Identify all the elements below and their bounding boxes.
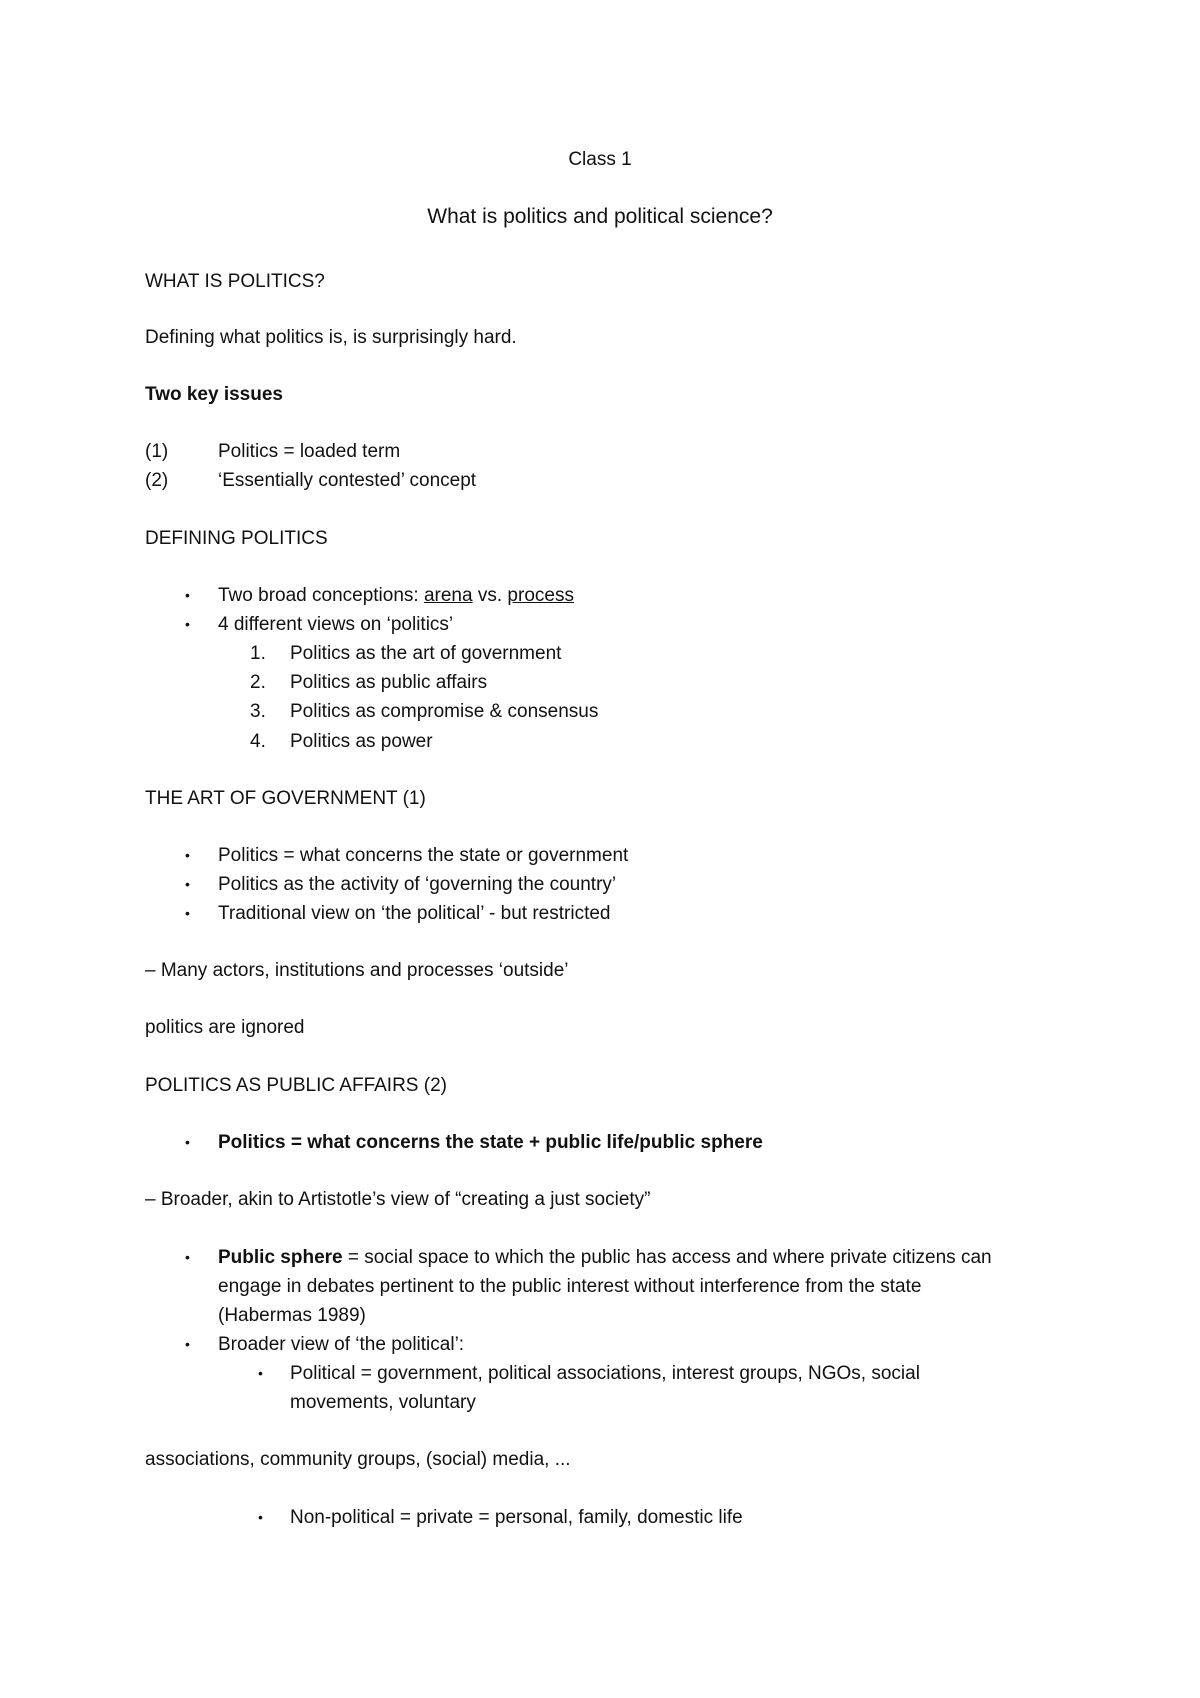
list-text: Politics as compromise & consensus [290,701,599,722]
bullet-item [145,1243,992,1272]
bullet-dot: • [185,1336,190,1352]
bullet-text-prefix: Two broad conceptions: [218,585,424,606]
bullet-text: 4 different views on ‘politics’ [218,614,454,635]
list-number: (2) [145,470,169,491]
bullet-text-continued: (Habermas 1989) [218,1305,366,1326]
list-text: ‘Essentially contested’ concept [218,470,477,491]
list-number: 3. [250,701,266,722]
bullet-item [145,870,616,899]
class-label: Class 1 [568,149,632,170]
bullet-text-continued: engage in debates pertinent to the public interest without interference from the state [218,1276,922,1297]
term-arena: arena [423,585,473,606]
list-number: 2. [250,672,266,693]
bullet-dot: • [258,1509,263,1525]
list-item [145,697,598,726]
continuation-text: associations, community groups, (social) media, ... [145,1449,571,1470]
page-title: What is politics and political science? [427,205,773,228]
section-heading-what-is-politics: WHAT IS POLITICS? [145,271,325,292]
bullet-text: Politics as the activity of ‘governing the country’ [218,874,617,895]
intro-paragraph: Defining what politics is, is surprisingly hard. [145,327,517,348]
section-heading-public-affairs: POLITICS AS PUBLIC AFFAIRS (2) [145,1075,447,1096]
bullet-text-vs: vs. [472,585,508,606]
bullet-dot: • [258,1365,263,1381]
bullet-dot: • [185,1249,190,1265]
sub-bullet-text-continued: movements, voluntary [290,1392,476,1413]
list-text: Politics as public affairs [290,672,488,693]
sub-bullet-text: Political = government, political associations, interest groups, NGOs, social [290,1363,920,1384]
bullet-dot: • [185,847,190,863]
bullet-item [145,1128,763,1157]
section-heading-art-of-government: THE ART OF GOVERNMENT (1) [145,788,426,809]
dash-note: – Broader, akin to Artistotle’s view of “creating a just society” [145,1189,651,1210]
bullet-item [145,899,611,928]
list-item [145,668,487,697]
list-item [145,639,561,668]
bullet-item [145,610,453,639]
bullet-dot: • [185,905,190,921]
section-heading-defining-politics: DEFINING POLITICS [145,528,328,549]
bullet-item [145,1330,464,1359]
bullet-dot: • [185,587,190,603]
bullet-text-bold: Politics = what concerns the state + public life/public sphere [218,1132,763,1153]
bullet-text: Broader view of ‘the political’: [218,1334,465,1355]
term-process: process [507,585,574,606]
list-item [145,466,476,495]
bullet-item [145,841,628,870]
sub-bullet-item [145,1503,743,1532]
list-item [145,727,433,756]
bullet-dot: • [185,1134,190,1150]
sub-bullet-text: Non-political = private = personal, family, domestic life [290,1507,743,1528]
bullet-dot: • [185,876,190,892]
bullet-text: Politics = what concerns the state or government [218,845,629,866]
list-text: Politics as power [290,731,433,752]
list-text: Politics as the art of government [290,643,562,664]
bullet-text: = social space to which the public has access and where private citizens can [342,1247,992,1268]
list-number: (1) [145,441,169,462]
dash-note: – Many actors, institutions and processes ‘outside’ [145,960,569,981]
sub-bullet-item [145,1359,920,1388]
bullet-dot: • [185,616,190,632]
list-number: 4. [250,731,266,752]
list-text: Politics = loaded term [218,441,401,462]
continuation-text: politics are ignored [145,1017,305,1038]
key-issues-heading: Two key issues [145,384,283,405]
term-public-sphere: Public sphere [218,1247,343,1268]
bullet-item [145,581,574,610]
list-item [145,437,400,466]
bullet-text: Traditional view on ‘the political’ - but restricted [218,903,611,924]
list-number: 1. [250,643,266,664]
